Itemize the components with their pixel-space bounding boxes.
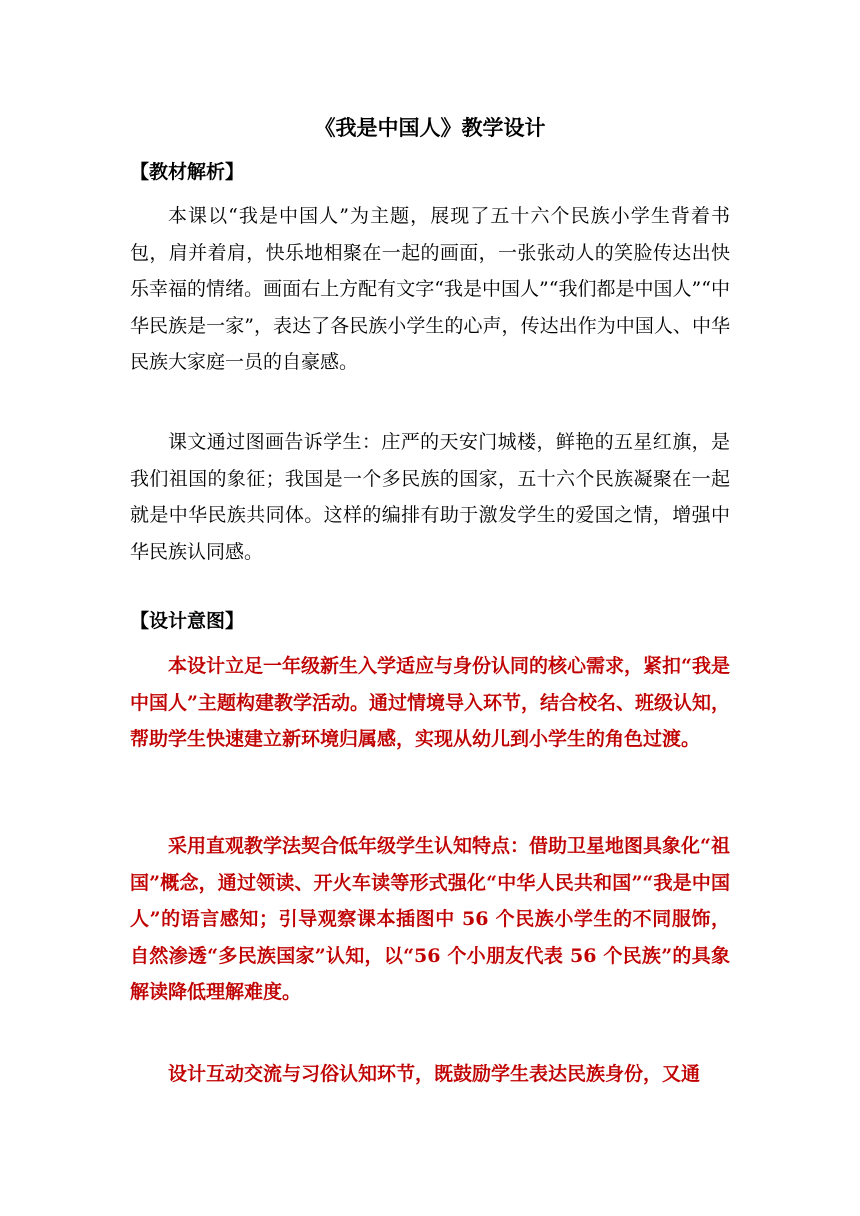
section-heading-design-intent: 【设计意图】 bbox=[130, 610, 245, 632]
design-paragraph-2: 采用直观教学法契合低年级学生认知特点：借助卫星地图具象化“祖国”概念，通过领读、开火车读等形式强化“中华人民共和国”“我是中国人”的语言感知；引导观察课本插图中 56 个民族小学生的不同服饰，自然渗透“多民族国家”认知，以“56 个小朋友代表 56 个民族”的具象解读降低理解难度。 bbox=[130, 835, 730, 1004]
analysis-paragraph-1: 本课以“我是中国人”为主题，展现了五十六个民族小学生背着书包，肩并着肩，快乐地相聚在一起的画面，一张张动人的笑脸传达出快乐幸福的情绪。画面右上方配有文字“我是中国人”“我们都是中国人”“中华民族是一家”，表达了各民族小学生的心声，传达出作为中国人、中华民族大家庭一员的自豪感。 bbox=[130, 205, 730, 374]
analysis-paragraph-2: 课文通过图画告诉学生：庄严的天安门城楼，鲜艳的五星红旗，是我们祖国的象征；我国是一个多民族的国家，五十六个民族凝聚在一起就是中华民族共同体。这样的编排有助于激发学生的爱国之情，增强中华民族认同感。 bbox=[130, 431, 730, 563]
design-paragraph-1: 本设计立足一年级新生入学适应与身份认同的核心需求，紧扣“我是中国人”主题构建教学活动。通过情境导入环节，结合校名、班级认知，帮助学生快速建立新环境归属感，实现从幼儿到小学生的角色过渡。 bbox=[130, 655, 730, 751]
section-heading-textbook-analysis: 【教材解析】 bbox=[130, 161, 245, 183]
document-title: 《我是中国人》教学设计 bbox=[314, 116, 546, 140]
design-paragraph-3: 设计互动交流与习俗认知环节，既鼓励学生表达民族身份，又通 bbox=[168, 1063, 701, 1085]
